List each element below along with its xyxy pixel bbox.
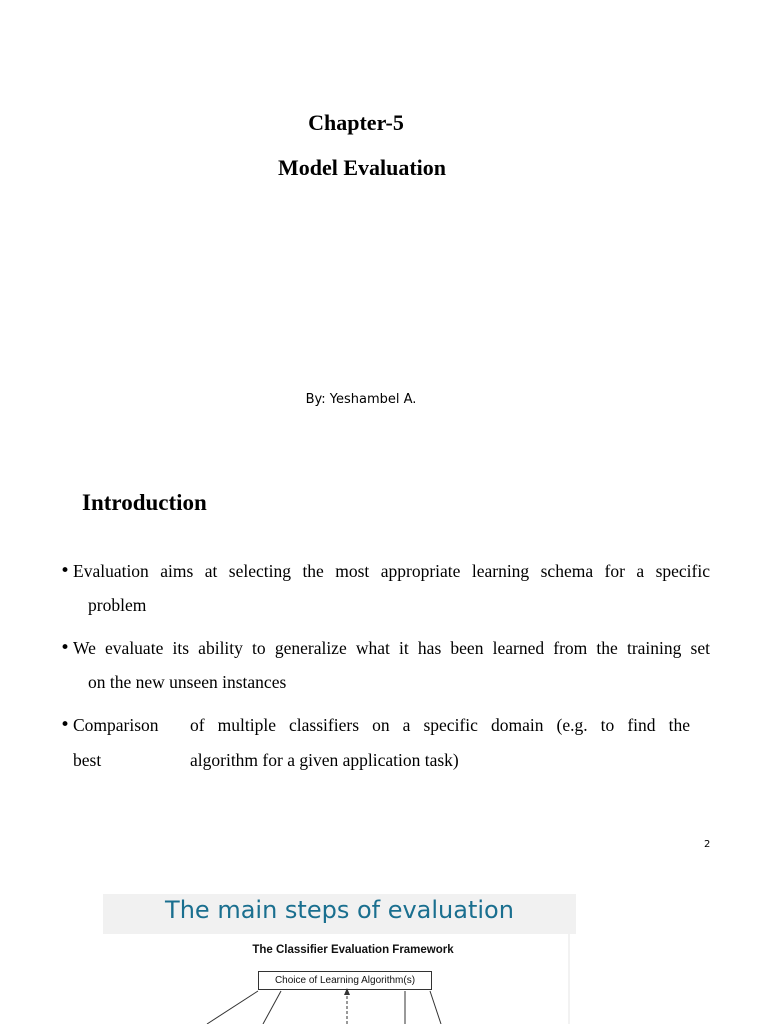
bullet-icon: • [60,638,71,658]
bullet-text-continued: problem [88,595,147,615]
diagram-connector [207,991,258,1024]
author-line: By: Yeshambel A. [305,392,417,407]
slide-title: The main steps of evaluation [165,896,514,924]
page-number: 2 [704,839,711,850]
page-title: Model Evaluation [277,155,447,180]
bullet-text: We evaluate its ability to generalize what it has been learned from the training set [73,638,710,658]
evaluation-steps-slide [103,894,576,1024]
bullet-text: Evaluation aims at selecting the most appropriate learning schema for a specific [73,561,710,581]
diagram-connector [263,991,281,1024]
bullet-text-lead: Comparison [73,715,159,735]
bullet-text-continued: on the new unseen instances [88,672,287,692]
chapter-label: Chapter-5 [308,110,404,135]
diagram-connector [430,991,441,1024]
learning-algorithm-box: Choice of Learning Algorithm(s) [258,971,432,990]
framework-title: The Classifier Evaluation Framework [252,944,454,956]
bullet-icon: • [60,715,71,735]
introduction-heading: Introduction [82,490,207,515]
bullet-text-continued: algorithm for a given application task) [190,750,459,770]
bullet-icon: • [60,561,71,581]
bullet-text: of multiple classifiers on a specific domain (e.g. to find the [190,715,690,735]
bullet-text-lead-continued: best [73,750,102,770]
framework-diagram-lines [103,894,576,1024]
